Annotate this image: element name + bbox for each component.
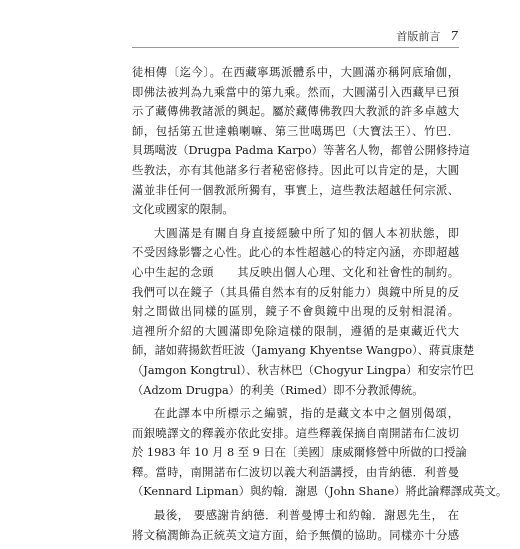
text-line: 文化或國家的限制。 — [132, 203, 234, 217]
text-line: （Kennard Lipman）與約翰．謝恩（John Shane）將此論釋譯成英文。 — [132, 485, 508, 499]
text-line: （Adzom Drugpa）的利美（Rimed）即不分教派傳統。 — [132, 383, 424, 397]
text-line: 師，包括第五世達賴喇嘛、第三世噶瑪巴（大寶法王）、竹巴． — [132, 124, 459, 138]
text-line: 徒相傳〔迄今〕。在西藏寧瑪派體系中，大圓滿亦稱阿底瑜伽， — [132, 66, 459, 79]
text-line: 而銀曉譯文的釋義亦依此安排。這些釋義保摘自南開諾布仁波切 — [132, 426, 459, 440]
text-line: 這裡所介紹的大圓滿即免除這樣的限制，遵循的是東藏近代大 — [132, 324, 459, 338]
text-line: 大圓滿是有關自身直接經驗中所了知的個人本初狀態，即 — [154, 226, 459, 240]
text-line: 最後， 要感謝肯納德．利普曼博士和約翰．謝恩先生， 在 — [154, 509, 459, 523]
paragraph — [132, 404, 508, 502]
text-line: 不受因緣影響之心性。此心的本性超越心的特定內涵，亦即超越 — [132, 246, 459, 260]
text-line: 在此譯本中所標示之編號，指的是藏文本中之個別偈頌， — [154, 407, 459, 421]
text-line: 貝瑪噶波（Drugpa Padma Karpo）等著名人物，都曾公開修持這 — [132, 144, 470, 158]
text-line: 滿並非任何一個教派所獨有，事實上，這些教法超越任何宗派、 — [132, 183, 459, 197]
paragraph — [132, 63, 470, 220]
body-text — [132, 63, 508, 549]
text-line: 師，諸如蔣揚欽哲旺波（Jamyang Khyentse Wangpo）、蔣貢康楚 — [132, 344, 475, 358]
page-number: 7 — [450, 29, 458, 43]
text-line: 我們可以在鏡子（其具備自然本有的反射能力）與鏡中所見的反 — [132, 285, 459, 299]
text-line: 心中生起的念頭 其反映出個人心理、文化和社會性的制約。 — [132, 265, 459, 279]
paragraph — [132, 224, 475, 400]
text-line: 即佛法被判為九乘當中的第九乘。然而，大圓滿引入西藏早已預 — [132, 85, 459, 99]
text-line: 釋。當時，南開諾布仁波切以義大利語講授，由肯納德．利普曼 — [132, 465, 459, 479]
text-line: 將文稿潤飾為正統英文這方面，給予無價的協助。同樣亦十分感 — [132, 528, 459, 542]
section-title: 首版前言 — [396, 30, 441, 43]
text-line: 些教法，亦有其他諸多行者秘密修持。因此可以肯定的是，大圓 — [132, 163, 459, 177]
text-line: 射之間做出同樣的區別，鏡子不會與鏡中出現的反射相混淆。 — [132, 305, 459, 319]
text-line: （Jamgon Kongtrul）、秋吉林巴（Chogyur Lingpa）和安宗竹巴 — [132, 363, 474, 377]
text-line: 於 1983 年 10 月 8 至 9 日在〔美國〕康威爾修營中所做的口授論 — [132, 446, 467, 460]
header-rule — [132, 47, 459, 48]
text-line: 示了藏傳佛教諸派的興起。屬於藏傳佛教四大教派的許多卓越大 — [132, 105, 459, 119]
running-header — [396, 28, 458, 44]
paragraph — [132, 506, 459, 545]
